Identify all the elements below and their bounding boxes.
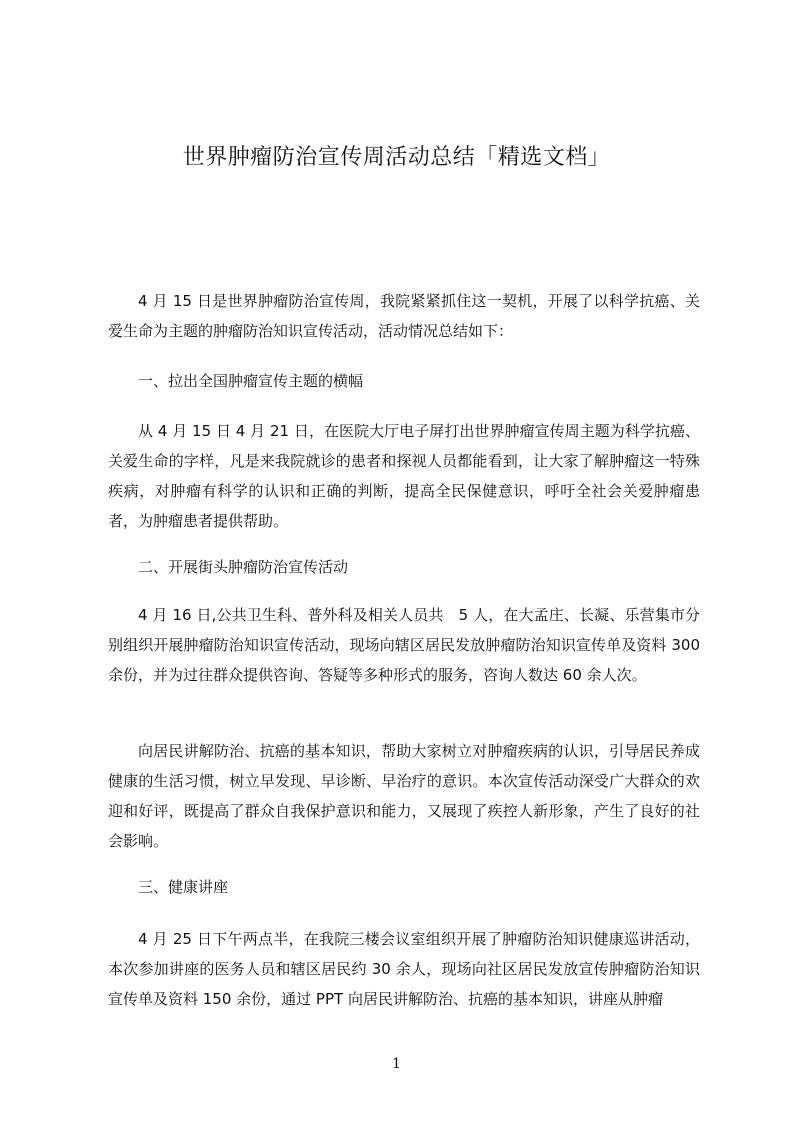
section-2-heading: 二、开展街头肿瘤防治宣传活动 bbox=[138, 558, 349, 576]
section-3-paragraph-1: 4 月 25 日下午两点半，在我院三楼会议室组织开展了肿瘤防治知识健康巡讲活动，本次参加讲座的医务人员和辖区居民约 30 余人，现场向社区居民发放宣传肿瘤防治知识宣传单及资料 150 余份，通过 PPT 向居民讲解防治、抗癌的基本知识，讲座从肿瘤 bbox=[108, 930, 700, 1008]
section-3-heading: 三、健康讲座 bbox=[138, 878, 229, 896]
section-2-paragraph-2: 向居民讲解防治、抗癌的基本知识，帮助大家树立对肿瘤疾病的认识，引导居民养成健康的生活习惯，树立早发现、早诊断、早治疗的意识。本次宣传活动深受广大群众的欢迎和好评，既提高了群众自我保护意识和能力，又展现了疾控人新形象，产生了良好的社会影响。 bbox=[108, 742, 700, 850]
section-1-heading: 一、拉出全国肿瘤宣传主题的横幅 bbox=[138, 372, 364, 390]
intro-paragraph: 4 月 15 日是世界肿瘤防治宣传周，我院紧紧抓住这一契机，开展了以科学抗癌、关爱生命为主题的肿瘤防治知识宣传活动，活动情况总结如下： bbox=[108, 292, 700, 340]
document-title: 世界肿瘤防治宣传周活动总结「精选文档」 bbox=[182, 145, 611, 170]
section-2-paragraph-1: 4 月 16 日,公共卫生科、普外科及相关人员共 5 人，在大孟庄、长凝、乐营集市分别组织开展肿瘤防治知识宣传活动，现场向辖区居民发放肿瘤防治知识宣传单及资料 300 余份，并为过往群众提供咨询、答疑等多种形式的服务，咨询人数达 60 余人次。 bbox=[108, 606, 700, 684]
section-1-paragraph-1: 从 4 月 15 日 4 月 21 日，在医院大厅电子屏打出世界肿瘤宣传周主题为科学抗癌、关爱生命的字样，凡是来我院就诊的患者和探视人员都能看到，让大家了解肿瘤这一特殊疾病，对肿瘤有科学的认识和正确的判断，提高全民保健意识，呼吁全社会关爱肿瘤患者，为肿瘤患者提供帮助。 bbox=[108, 422, 700, 530]
page-number: 1 bbox=[392, 1056, 401, 1072]
